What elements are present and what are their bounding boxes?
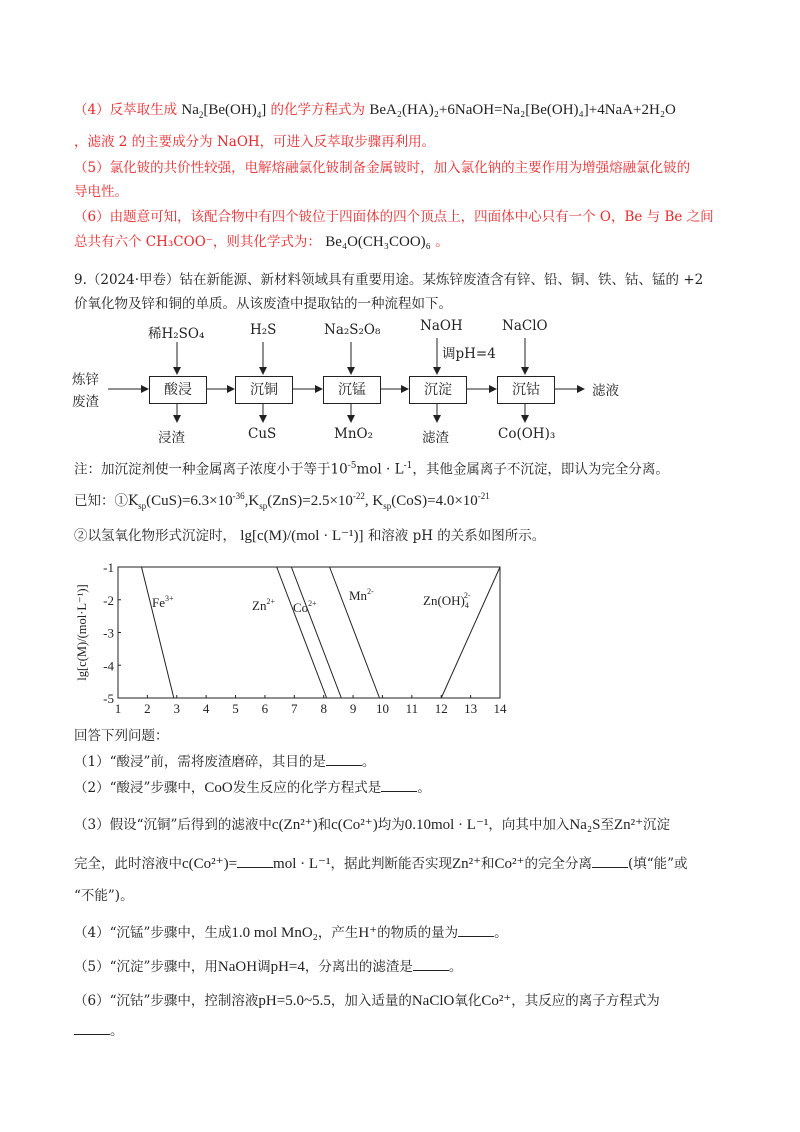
question-3-line1: （3）假设“沉铜”后得到的滤液中c(Zn²⁺)和c(Co²⁺)均为0.10mol · L⁻¹，向其中加入Na₂S至Zn²⁺沉淀	[74, 817, 671, 833]
flow-step-cobalt-precip: 沉钴	[497, 376, 555, 404]
answer-6-line2: 总共有六个 CH₃COO⁻，则其化学式为： Be₄O(CH₃COO)₆ 。	[74, 234, 449, 250]
answer-6-formula: Be₄O(CH₃COO)₆	[325, 234, 431, 250]
chart-frame	[118, 567, 500, 698]
product-cooh3: Co(OH)₃	[498, 426, 556, 442]
x-tick-label: 8	[320, 701, 327, 716]
answer-blank-3b[interactable]	[592, 853, 628, 868]
answer-blank-1[interactable]	[326, 751, 362, 766]
label-co2: $Co^{2+}$	[293, 599, 317, 615]
label-znoh4: $Zn(OH)_42-$	[423, 591, 471, 610]
question-2: （2）“酸浸”步骤中，CoO发生反应的化学方程式是 。	[74, 777, 431, 798]
flow-step-acid-leach: 酸浸	[149, 376, 207, 404]
flow-step-copper-precip: 沉铜	[235, 376, 293, 404]
x-tick-label: 3	[173, 701, 181, 716]
label-zn2: $Zn^{2+}$	[252, 597, 275, 613]
known-ksp-line: 已知：$①K_{sp}(CuS)=6.3\times 10^{-36},K_{sp}(ZnS)=2.5\times 10^{-22}$, $K_{sp}(CoS)=4.0\times 10^{-21}$	[74, 491, 490, 511]
y-tick-label: -1	[103, 560, 114, 575]
x-tick-label: 12	[434, 701, 448, 716]
known-2-formula: lg[c(M)/(mol · L⁻¹)]	[240, 528, 364, 544]
q9-intro-line1: 9.（2024·甲卷）钴在新能源、新材料领域具有重要用途。某炼锌废渣含有锌、铅、铜、铁、钴、锰的 +2	[74, 272, 704, 288]
x-tick-label: 13	[464, 701, 478, 716]
reagent-ph-note: 调pH=4	[442, 346, 496, 362]
flow-step-precipitation: 沉淀	[409, 376, 467, 404]
series-line	[277, 567, 327, 698]
answer-4-equation: BeA₂(HA)₂+6NaOH=Na₂[Be(OH)₄]+4NaA+2H₂O	[369, 102, 676, 118]
product-filter-residue: 滤渣	[422, 430, 449, 446]
x-tick-label: 4	[202, 701, 210, 716]
x-tick-label: 1	[114, 701, 122, 716]
answer-5-line2: 导电性。	[74, 184, 128, 200]
x-tick-label: 7	[291, 701, 298, 716]
series-line	[441, 567, 500, 698]
answer-4-line2: ，滤液 2 的主要成分为 NaOH，可进入反萃取步骤再利用。	[74, 134, 436, 150]
answer-blank-4[interactable]	[458, 922, 494, 937]
question-6-answer-line: 。	[74, 1020, 124, 1041]
x-tick-label: 14	[493, 701, 507, 716]
x-tick-label: 11	[405, 701, 419, 716]
x-tick-label: 5	[232, 701, 239, 716]
answer-blank-6[interactable]	[74, 1020, 110, 1035]
y-tick-label: -3	[103, 625, 114, 641]
reagent-h2s: H₂S	[250, 322, 277, 338]
x-tick-label: 9	[349, 701, 357, 716]
question-3-line3: “不能”)。	[74, 888, 134, 904]
x-tick-label: 2	[144, 701, 151, 716]
question-3-line2: 完全，此时溶液中c(Co²⁺)= mol · L⁻¹，据此判断能否实现Zn²⁺和Co²⁺的完全分离 (填“能”或	[74, 853, 688, 874]
product-cus: CuS	[248, 426, 277, 442]
process-flow-chart	[70, 318, 710, 450]
answer-4-mid: 的化学方程式为	[270, 102, 366, 118]
label-mn2: $Mn^{2-}$	[349, 587, 374, 603]
flow-step-manganese-precip: 沉锰	[323, 376, 381, 404]
note-line: 注：加沉淀剂使一种金属离子浓度小于等于$10^{-5}mol \cdot L^{-1}$，其他金属离子不沉淀，即认为完全分离。	[74, 461, 669, 478]
x-tick-label: 10	[375, 701, 389, 716]
y-axis-label: lg[c(M)/(mol·L⁻¹)]	[75, 584, 89, 681]
product-mno2: MnO₂	[334, 426, 373, 442]
answer-blank-3a[interactable]	[237, 853, 273, 868]
question-1: （1）“酸浸”前，需将废渣磨碎，其目的是 。	[74, 751, 375, 772]
answer-4-compound: $Na_2[Be(OH)_4]$	[181, 102, 267, 120]
series-line	[142, 567, 174, 698]
reagent-h2so4: 稀H₂SO₄	[148, 326, 205, 342]
reagent-naoh: NaOH	[420, 318, 463, 334]
answer-5-line1: （5）氯化铍的共价性较强，电解熔融氯化铍制备金属铍时，加入氯化钠的主要作用为增强熔融氯化铍的	[74, 160, 691, 176]
answer-blank-2[interactable]	[381, 777, 417, 792]
product-leach-residue: 浸渣	[158, 430, 185, 446]
flow-start-bottom: 废渣	[72, 394, 99, 410]
question-6: （6）“沉钴”步骤中，控制溶液pH=5.0~5.5，加入适量的NaClO氧化Co²⁺，其反应的离子方程式为	[74, 993, 660, 1009]
y-tick-label: -5	[103, 691, 114, 706]
known-2-line: ②以氢氧化物形式沉淀时， lg[c(M)/(mol · L⁻¹)] 和溶液 pH 的关系如图所示。	[74, 528, 546, 544]
question-4: （4）“沉锰”步骤中，生成1.0 mol MnO₂，产生H⁺的物质的量为 。	[74, 922, 508, 943]
ph-lgc-chart	[66, 560, 526, 720]
answer-blank-5[interactable]	[413, 956, 449, 971]
y-tick-label: -4	[103, 658, 114, 674]
flow-start-top: 炼锌	[72, 372, 99, 388]
answer-4-line1	[74, 100, 676, 125]
reagent-naclo: NaClO	[502, 318, 548, 334]
label-fe3: $Fe^{3+}$	[152, 594, 174, 610]
q9-intro-line2: 价氧化物及锌和铜的单质。从该废渣中提取钴的一种流程如下。	[74, 296, 452, 312]
question-5: （5）“沉淀”步骤中，用NaOH调pH=4，分离出的滤渣是 。	[74, 956, 462, 977]
x-tick-label: 6	[261, 701, 269, 716]
answer-4-prefix: （4）反萃取生成	[74, 102, 178, 118]
answer-6-line1: （6）由题意可知，该配合物中有四个铍位于四面体的四个顶点上，四面体中心只有一个 O，Be 与 Be 之间	[74, 209, 714, 225]
flow-end-filtrate: 滤液	[592, 383, 619, 399]
questions-title: 回答下列问题：	[74, 728, 169, 744]
series-line	[291, 567, 341, 698]
reagent-na2s2o8: Na₂S₂O₈	[324, 322, 381, 338]
y-tick-label: -2	[103, 592, 114, 608]
